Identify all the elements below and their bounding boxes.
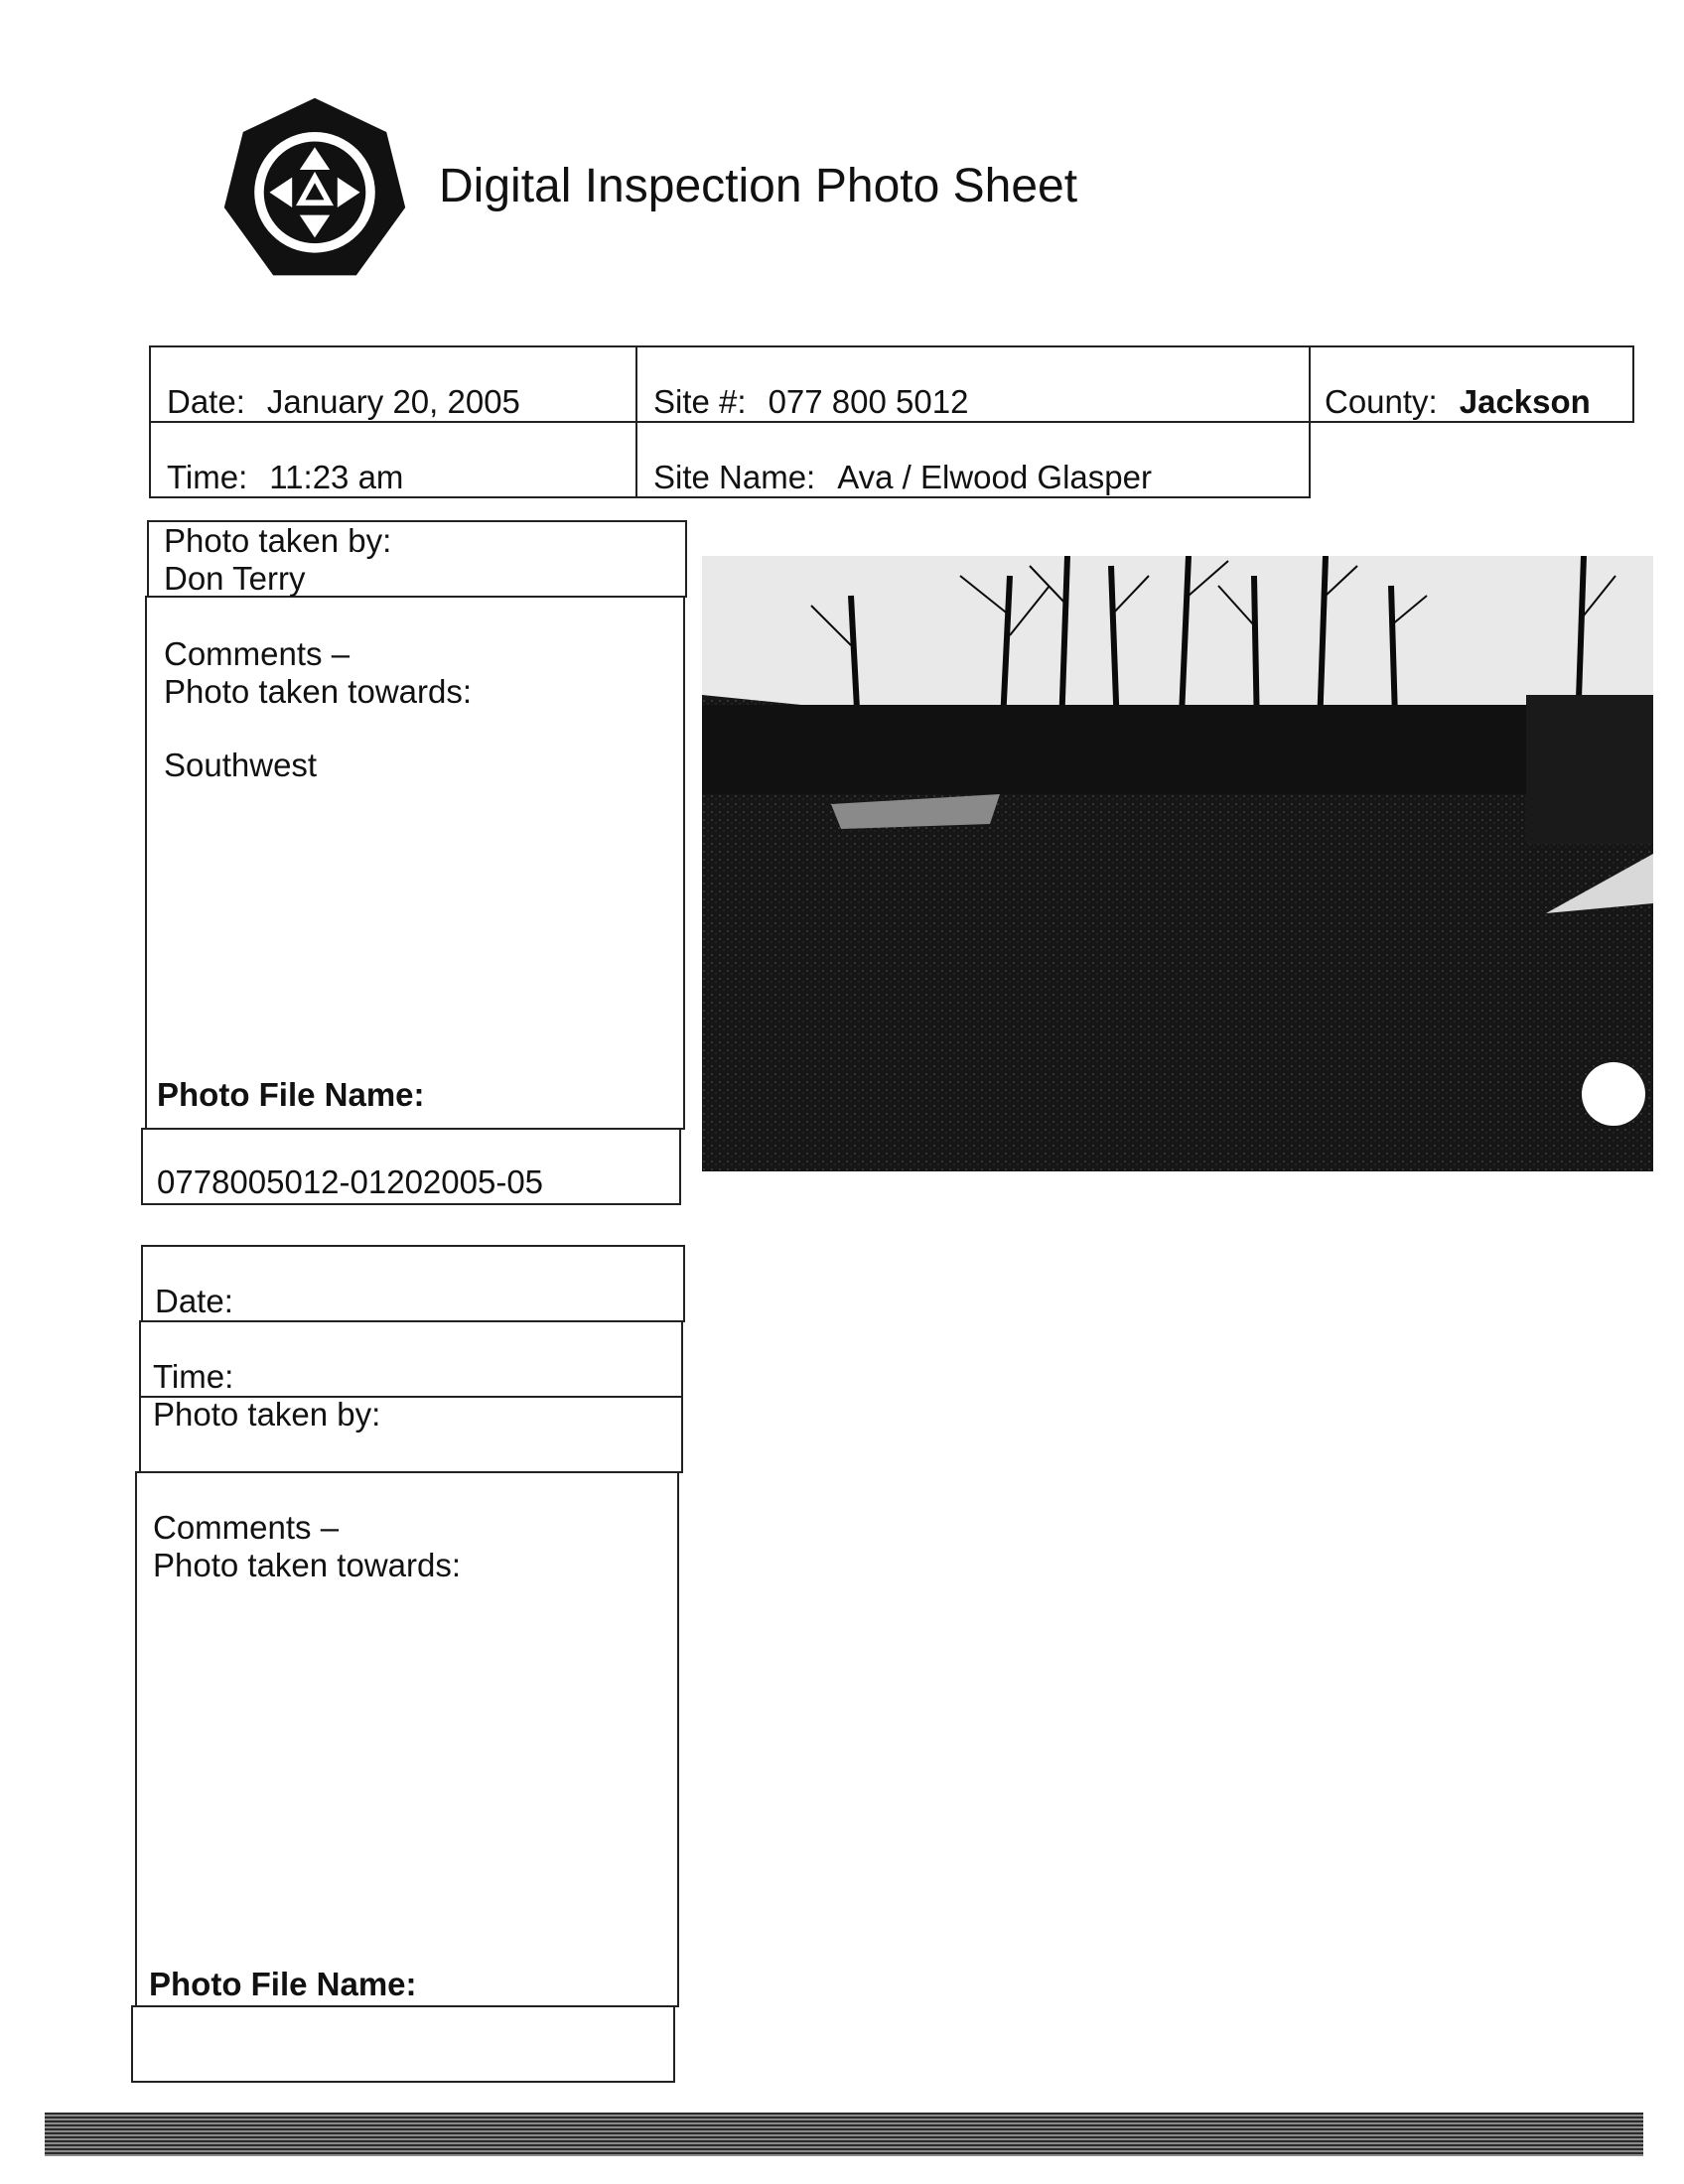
- photo2-date-label: Date:: [155, 1283, 233, 1319]
- photo2-towards-label: Photo taken towards:: [153, 1547, 462, 1583]
- date-label: Date:: [167, 383, 245, 420]
- photo2-time-label: Time:: [153, 1358, 234, 1395]
- time-value: 11:23 am: [269, 459, 404, 495]
- site-number-value: 077 800 5012: [768, 383, 969, 420]
- photograph-icon: [702, 556, 1653, 1171]
- time-label: Time:: [167, 459, 248, 495]
- date-value: January 20, 2005: [266, 383, 520, 420]
- site-number-field: [653, 383, 968, 421]
- photo1-towards-label: Photo taken towards:: [164, 673, 473, 710]
- photo2-comments-label: Comments –: [153, 1509, 340, 1546]
- photo1-comments-label: Comments –: [164, 635, 351, 672]
- photo1-taken-by-label: Photo taken by:: [164, 522, 392, 559]
- photo2-file-name-label: Photo File Name:: [149, 1966, 417, 2002]
- photo1-taken-by-value: Don Terry: [164, 560, 306, 597]
- county-field: [1325, 383, 1591, 421]
- photo1-file-name-value: 0778005012-01202005-05: [157, 1163, 544, 1200]
- site-number-label: Site #:: [653, 383, 747, 420]
- date-field: [167, 383, 520, 421]
- heptagon-emblem-icon: [220, 94, 409, 283]
- photo1-towards-value: Southwest: [164, 747, 318, 783]
- time-field: [167, 459, 403, 496]
- footer-rule: [45, 2113, 1643, 2156]
- site-name-value: Ava / Elwood Glasper: [837, 459, 1152, 495]
- site-name-label: Site Name:: [653, 459, 816, 495]
- county-value: Jackson: [1459, 383, 1591, 420]
- photo1-file-name-label: Photo File Name:: [157, 1076, 425, 1113]
- photo2-filename-box: [131, 2005, 675, 2083]
- site-name-field: [653, 459, 1152, 496]
- county-label: County:: [1325, 383, 1438, 420]
- page-title: Digital Inspection Photo Sheet: [439, 160, 1078, 212]
- photo2-taken-by-label: Photo taken by:: [153, 1396, 381, 1433]
